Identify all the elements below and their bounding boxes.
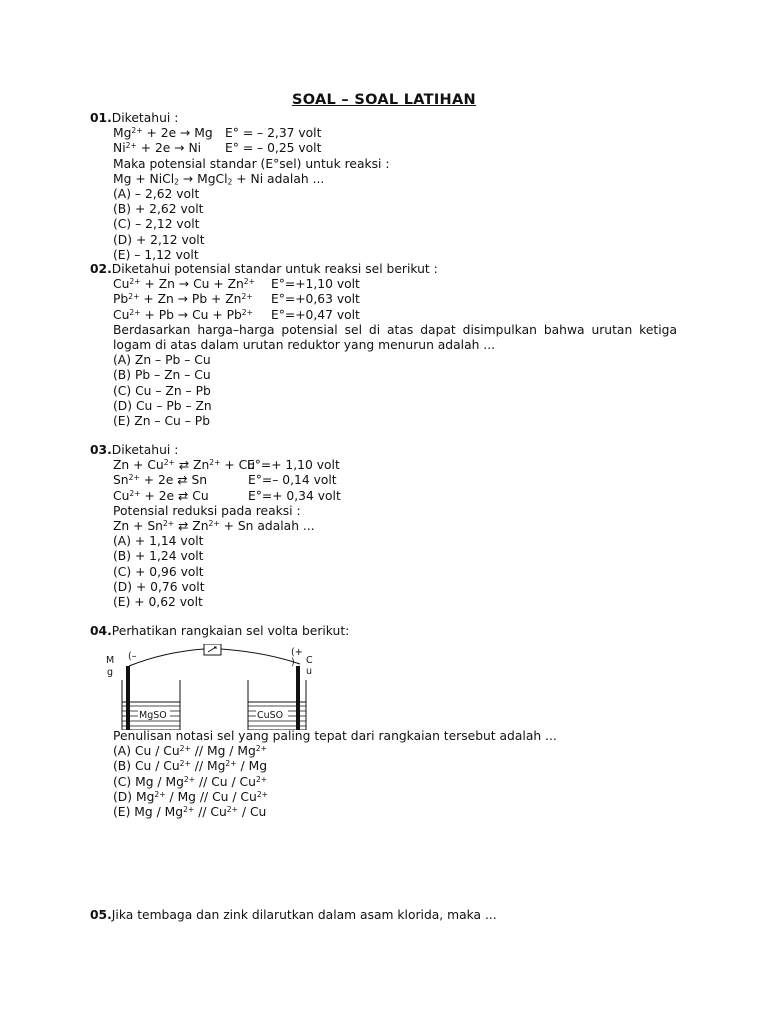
- reaction-line: $Cu^{2+} + Pb \to Cu + Pb^{2+}$ E°=+0,47 volt: [113, 307, 360, 322]
- question-text: Penulisan notasi sel yang paling tepat dari rangkaian tersebut adalah ...: [113, 729, 557, 743]
- right-metal-label: C: [306, 655, 313, 666]
- reaction-line: $Zn + Cu^{2+}$ ⇄ $Zn^{2+} + Cu$ E°=+ 1,10 volt: [113, 458, 340, 473]
- question-text: Berdasarkan harga–harga potensial sel di atas dapat disimpulkan bahwa urutan ketiga logam di atas dalam urutan reduktor yang menurun adalah ...: [113, 322, 677, 352]
- answer-option[interactable]: (C) + 0,96 volt: [113, 564, 204, 579]
- answer-option[interactable]: (A) Zn – Pb – Cu: [113, 353, 211, 368]
- page-title: SOAL – SOAL LATIHAN: [292, 92, 476, 108]
- answer-option[interactable]: (C) – 2,12 volt: [113, 217, 200, 232]
- question-number: 05.: [90, 908, 112, 922]
- cathode-sign-label: (+: [291, 647, 303, 658]
- wire-left: [129, 649, 204, 666]
- question-intro: Perhatikan rangkaian sel volta berikut:: [111, 624, 350, 638]
- reaction-line: $Pb^{2+} + Zn \to Pb + Zn^{2+}$ E°=+0,63 volt: [113, 292, 360, 307]
- answer-option[interactable]: (B) Cu / $Cu^{2+} // Mg^{2+}$ / Mg: [113, 759, 268, 774]
- answer-option[interactable]: (B) + 2,62 volt: [113, 202, 204, 217]
- answer-option[interactable]: (A) – 2,62 volt: [113, 186, 200, 201]
- question-04: [90, 624, 690, 639]
- question-number: 04.: [90, 624, 112, 638]
- answer-option[interactable]: (D) Cu – Pb – Zn: [113, 398, 212, 413]
- question-number: 03.: [90, 443, 112, 457]
- right-metal-label-2: u: [306, 666, 313, 677]
- question-intro: Diketahui :: [111, 443, 179, 457]
- cu-electrode: [296, 666, 300, 730]
- question-05: [90, 908, 690, 923]
- answer-option[interactable]: (A) Cu / $Cu^{2+}$ // Mg / $Mg^{2+}$: [113, 744, 267, 759]
- answer-option[interactable]: (E) Mg / $Mg^{2+} // Cu^{2+}$ / Cu: [113, 804, 267, 819]
- question-text: Maka potensial standar (E°sel) untuk reaksi :: [113, 156, 390, 171]
- left-beaker: [122, 680, 180, 730]
- answer-option[interactable]: (C) Cu – Zn – Pb: [113, 383, 211, 398]
- reaction-line: $Ni^{2+} + 2e \to Ni$ E° = – 0,25 volt: [113, 141, 322, 156]
- question-text: Potensial reduksi pada reaksi :: [113, 503, 301, 518]
- voltaic-cell-diagram: [104, 644, 324, 730]
- left-metal-label: M: [106, 655, 115, 666]
- reaction-line: $Mg^{2+} + 2e \to Mg$ E° = – 2,37 volt: [113, 126, 322, 141]
- question-number: 01.: [90, 111, 112, 125]
- cathode-sign-label-2: ): [291, 657, 295, 668]
- reaction-line: $Cu^{2+} + Zn \to Cu + Zn^{2+}$ E°=+1,10 volt: [113, 277, 360, 292]
- question-01: [90, 111, 690, 263]
- left-solution-label: MgSO: [139, 710, 167, 721]
- reaction-line: $Zn + Sn^{2+}$ ⇄ $Zn^{2+} + Sn$ adalah ...: [113, 518, 315, 533]
- answer-option[interactable]: (B) + 1,24 volt: [113, 549, 204, 564]
- mg-electrode: [126, 666, 130, 730]
- answer-option[interactable]: (E) – 1,12 volt: [113, 247, 199, 262]
- right-solution-label: CuSO: [257, 710, 284, 721]
- question-intro: Jika tembaga dan zink dilarutkan dalam asam klorida, maka ...: [111, 908, 497, 922]
- answer-option[interactable]: (E) Zn – Cu – Pb: [113, 413, 211, 428]
- left-metal-label-2: g: [107, 667, 114, 678]
- question-04-options: [90, 729, 690, 820]
- question-number: 02.: [90, 262, 112, 276]
- answer-option[interactable]: (C) Mg / $Mg^{2+}$ // Cu / $Cu^{2+}$: [113, 774, 268, 789]
- answer-option[interactable]: (E) + 0,62 volt: [113, 594, 203, 609]
- question-03: [90, 443, 690, 610]
- answer-option[interactable]: (D) $Mg^{2+}$ / Mg // Cu / $Cu^{2+}$: [113, 789, 269, 804]
- answer-option[interactable]: (A) + 1,14 volt: [113, 534, 204, 549]
- question-intro: Diketahui potensial standar untuk reaksi sel berikut :: [111, 262, 438, 276]
- answer-option[interactable]: (D) + 0,76 volt: [113, 579, 205, 594]
- reaction-line: Mg + NiCl$_2$ → MgCl$_2$ + Ni adalah ...: [113, 171, 325, 187]
- reaction-line: $Sn^{2+} + 2e$ ⇄ Sn E°=– 0,14 volt: [113, 473, 337, 488]
- reaction-line: $Cu^{2+} + 2e$ ⇄ Cu E°=+ 0,34 volt: [113, 488, 341, 503]
- wire-right: [221, 649, 300, 664]
- answer-option[interactable]: (B) Pb – Zn – Cu: [113, 368, 211, 383]
- question-intro: Diketahui :: [111, 111, 179, 125]
- answer-option[interactable]: (D) + 2,12 volt: [113, 232, 205, 247]
- question-02: [90, 262, 690, 429]
- anode-sign-label: (–: [128, 651, 137, 662]
